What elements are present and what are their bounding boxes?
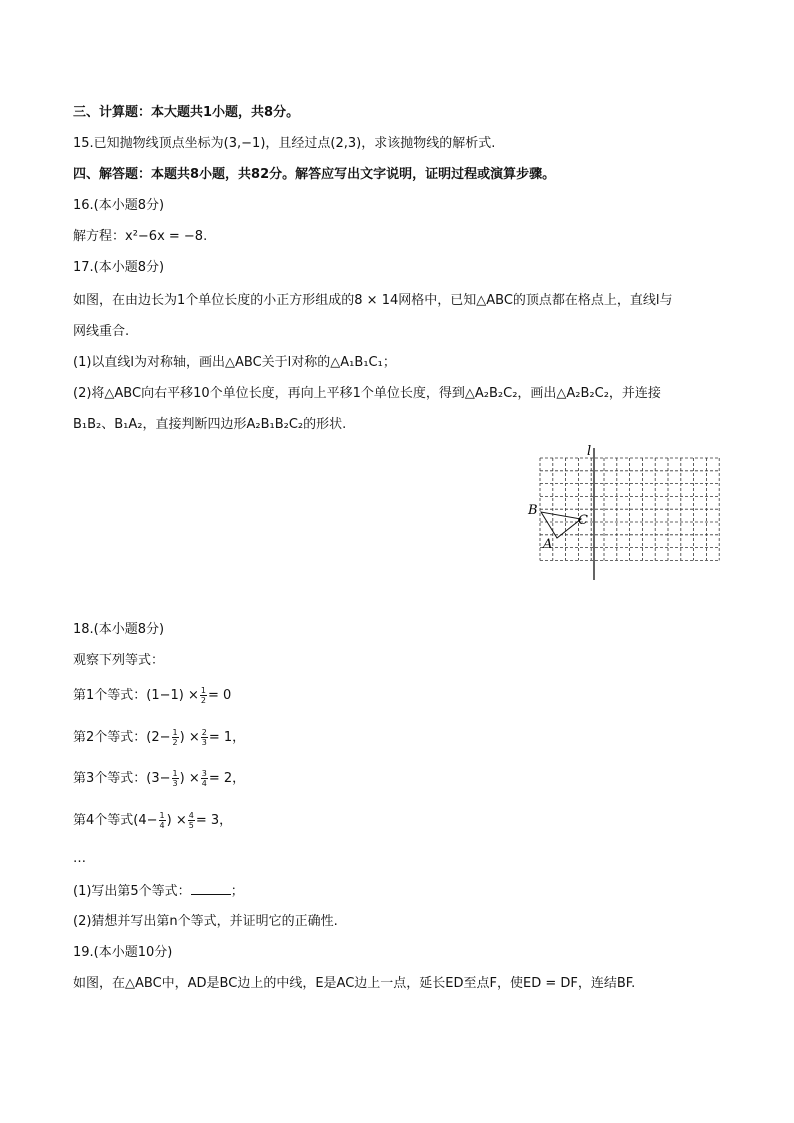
question-18-part1: (1)写出第5个等式： ； (73, 884, 244, 899)
grid-lines (540, 458, 719, 560)
equation-2: 第2个等式：(2− $\frac{1}{2}$ ) × $\frac{2}{3}$ = 1， (73, 728, 246, 747)
label-C: C (578, 513, 588, 528)
triangle-abc (541, 512, 581, 538)
question-19-title: 19.(本小题10分) (73, 945, 173, 960)
label-B: B (528, 503, 538, 518)
question-17-part1: (1)以直线l为对称轴，画出△ABC关于l对称的△A₁B₁C₁； (73, 355, 396, 370)
question-17-line2: 网线重合. (73, 324, 130, 339)
question-18-title: 18.(本小题8分) (73, 622, 165, 637)
question-18-intro: 观察下列等式： (73, 653, 165, 668)
eq1-prefix: 第1个等式：(1−1) × (73, 688, 199, 703)
question-15: 15.已知抛物线顶点坐标为(3,−1)，且经过点(2,3)，求该抛物线的解析式. (73, 136, 496, 151)
question-16-title: 16.(本小题8分) (73, 198, 165, 213)
eq1-fraction: $\frac{1}{2}$ (200, 686, 206, 705)
eq2-fraction: $\frac{2}{3}$ (201, 728, 207, 747)
question-18-part2: (2)猜想并写出第n个等式，并证明它的正确性. (73, 914, 338, 929)
question-17-part2b: B₁B₂、B₁A₂，直接判断四边形A₂B₁B₂C₂的形状. (73, 417, 347, 432)
eq2-inner-fraction: $\frac{1}{2}$ (172, 728, 178, 747)
equation-3: 第3个等式：(3− $\frac{1}{3}$ ) × $\frac{3}{4}$ = 2， (73, 769, 246, 788)
equation-ellipsis: … (73, 851, 86, 866)
question-16-text: 解方程：x²−6x = −8. (73, 229, 208, 244)
grid-figure (524, 444, 724, 584)
eq4-fraction: $\frac{4}{5}$ (188, 811, 194, 830)
question-17-line1: 如图，在由边长为1个单位长度的小正方形组成的8 × 14网格中，已知△ABC的顶点都在格点上，直线l与 (73, 293, 673, 308)
eq3-fraction: $\frac{3}{4}$ (201, 769, 207, 788)
section4-heading: 四、解答题：本题共8小题，共82分。解答应写出文字说明，证明过程或演算步骤。 (73, 167, 556, 182)
label-A: A (543, 537, 553, 552)
eq4-inner-fraction: $\frac{1}{4}$ (159, 811, 165, 830)
section3-heading: 三、计算题：本大题共1小题，共8分。 (73, 105, 300, 120)
equation-1 (73, 686, 231, 705)
question-17-part2a: (2)将△ABC向右平移10个单位长度，再向上平移1个单位长度，得到△A₂B₂C₂，画出△A₂B₂C₂，并连接 (73, 386, 661, 401)
label-l: l (587, 444, 592, 459)
answer-blank[interactable] (191, 882, 231, 895)
equation-4: 第4个等式(4− $\frac{1}{4}$ ) × $\frac{4}{5}$ = 3， (73, 811, 233, 830)
eq3-inner-fraction: $\frac{1}{3}$ (172, 769, 178, 788)
question-17-title: 17.(本小题8分) (73, 260, 165, 275)
question-19-text: 如图，在△ABC中，AD是BC边上的中线，E是AC边上一点，延长ED至点F，使ED = DF，连结BF. (73, 976, 636, 991)
eq1-suffix: = 0 (207, 688, 232, 703)
